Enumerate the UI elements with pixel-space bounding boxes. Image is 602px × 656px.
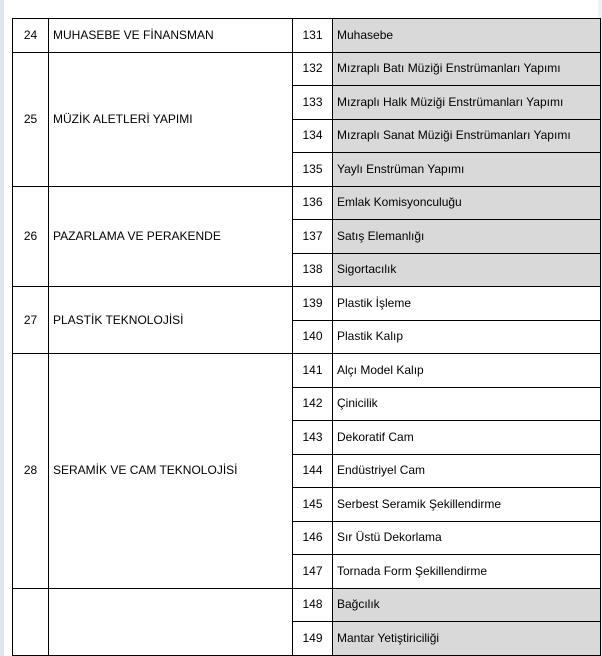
area-name <box>49 588 293 655</box>
table-row <box>13 287 601 321</box>
area-name: SERAMİK VE CAM TEKNOLOJİSİ <box>49 354 293 589</box>
course-name: Mızraplı Halk Müziği Enstrümanları Yapımı <box>333 86 601 120</box>
table-row <box>13 588 601 622</box>
course-number: 139 <box>293 287 333 321</box>
course-number: 131 <box>293 19 333 53</box>
course-number: 143 <box>293 421 333 455</box>
course-name: Satış Elemanlığı <box>333 220 601 254</box>
course-number: 142 <box>293 387 333 421</box>
table-body <box>13 19 601 656</box>
course-name: Mantar Yetiştiriciliği <box>333 622 601 656</box>
course-name: Mızraplı Batı Müziği Enstrümanları Yapımı <box>333 52 601 86</box>
table-row <box>13 52 601 86</box>
area-name: MUHASEBE VE FİNANSMAN <box>49 19 293 53</box>
course-name: Endüstriyel Cam <box>333 454 601 488</box>
area-number: 28 <box>13 354 49 589</box>
course-name: Serbest Seramik Şekillendirme <box>333 488 601 522</box>
area-number: 24 <box>13 19 49 53</box>
course-name: Muhasebe <box>333 19 601 53</box>
table-row <box>13 186 601 220</box>
course-number: 145 <box>293 488 333 522</box>
course-name: Plastik İşleme <box>333 287 601 321</box>
area-number <box>13 588 49 655</box>
course-number: 140 <box>293 320 333 354</box>
area-number: 25 <box>13 52 49 186</box>
course-name: Yaylı Enstrüman Yapımı <box>333 153 601 187</box>
area-name: MÜZİK ALETLERİ YAPIMI <box>49 52 293 186</box>
area-name: PLASTİK TEKNOLOJİSİ <box>49 287 293 354</box>
course-number: 132 <box>293 52 333 86</box>
page-edge-bar <box>0 0 4 656</box>
course-number: 135 <box>293 153 333 187</box>
course-number: 137 <box>293 220 333 254</box>
course-number: 148 <box>293 588 333 622</box>
course-name: Alçı Model Kalıp <box>333 354 601 388</box>
area-number: 26 <box>13 186 49 287</box>
course-number: 136 <box>293 186 333 220</box>
table-row <box>13 19 601 53</box>
course-name: Sigortacılık <box>333 253 601 287</box>
course-name: Çinicilik <box>333 387 601 421</box>
course-name: Plastik Kalıp <box>333 320 601 354</box>
program-table <box>12 18 601 656</box>
course-number: 146 <box>293 521 333 555</box>
area-name: PAZARLAMA VE PERAKENDE <box>49 186 293 287</box>
course-number: 141 <box>293 354 333 388</box>
course-name: Tornada Form Şekillendirme <box>333 555 601 589</box>
course-number: 149 <box>293 622 333 656</box>
area-number: 27 <box>13 287 49 354</box>
course-number: 134 <box>293 119 333 153</box>
course-name: Dekoratif Cam <box>333 421 601 455</box>
table-row <box>13 354 601 388</box>
course-number: 138 <box>293 253 333 287</box>
course-name: Bağcılık <box>333 588 601 622</box>
course-number: 133 <box>293 86 333 120</box>
course-name: Sır Üstü Dekorlama <box>333 521 601 555</box>
course-name: Emlak Komisyonculuğu <box>333 186 601 220</box>
course-number: 144 <box>293 454 333 488</box>
course-number: 147 <box>293 555 333 589</box>
course-name: Mızraplı Sanat Müziği Enstrümanları Yapımı <box>333 119 601 153</box>
